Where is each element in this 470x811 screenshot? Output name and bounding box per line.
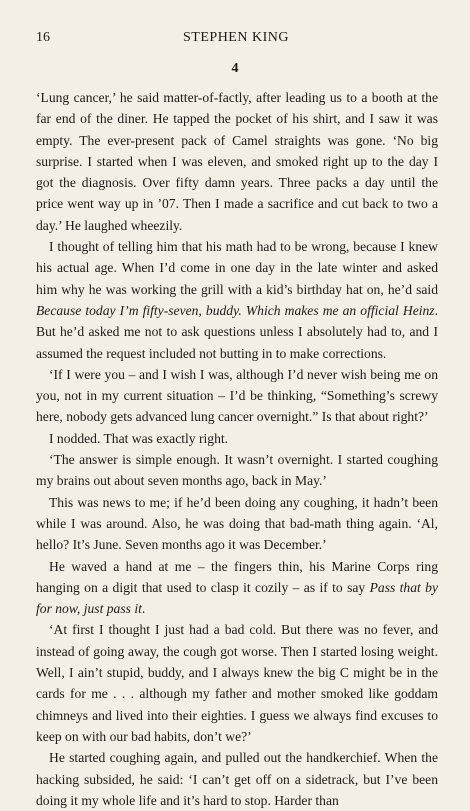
text-segment: ‘At first I thought I just had a bad cold. But there was no fever, and instead of going away, the cough got worse. Then I started losing weight. Well, I ain’t stupid, buddy, and I always knew the big C might be in the cards for me . . . although my father and mother smoked like goddam chimneys and lived into their eighties. I guess we always find excuses to keep on with our bad habits, don’t we?’ xyxy=(36,622,438,744)
running-head-author: STEPHEN KING xyxy=(183,30,289,45)
text-segment: He waved a hand at me – the fingers thin, his Marine Corps ring hanging on a digit that used to clasp it cozily – as if to say xyxy=(36,558,438,595)
text-segment: . But he’d asked me not to ask questions unless I absolutely had to, and I assumed the request included not butting in to make corrections. xyxy=(36,302,438,361)
paragraph xyxy=(36,449,438,492)
text-segment: ‘If I were you – and I wish I was, although I’d never wish being me on you, not in my current situation – I’d be thinking, “Something’s screwy here, nobody gets advanced lung cancer overnight.” Is that about right?’ xyxy=(36,366,438,425)
chapter-number: 4 xyxy=(231,61,239,76)
paragraph xyxy=(36,619,438,747)
text-segment: ‘The answer is simple enough. It wasn’t overnight. I started coughing my brains out about seven months ago, back in May.’ xyxy=(36,452,438,489)
text-segment: I nodded. That was exactly right. xyxy=(49,430,229,446)
paragraph xyxy=(36,492,438,556)
paragraph xyxy=(36,556,438,620)
italic-text: Pass that by for now, just pass it xyxy=(36,579,438,617)
paragraph xyxy=(36,428,438,449)
text-segment: ‘Lung cancer,’ he said matter-of-factly, after leading us to a booth at the far end of the diner. He tapped the pocket of his shirt, and I saw it was empty. The ever-present pack of Camel straights was gone. ‘No big surprise. I started when I was eleven, and smoked right up to the day I got the diagnosis. Over fifty damn years. Three packs a day until the price went way up in ’07. Then I made a sacrifice and cut back to two a day.’ He laughed wheezily. xyxy=(36,90,438,233)
paragraph xyxy=(36,87,438,236)
paragraph xyxy=(36,364,438,428)
paragraph xyxy=(36,747,438,811)
text-segment: He started coughing again, and pulled out the handkerchief. When the hacking subsided, he said: ‘I can’t get off on a sidetrack, but I’ve been doing it my whole life and it’s hard to stop. Harder than xyxy=(36,750,438,808)
text-segment: . xyxy=(141,601,146,617)
body-text xyxy=(36,87,438,811)
italic-text: Because today I’m fifty-seven, buddy. Which makes me an official Heinz xyxy=(36,302,435,318)
text-segment: I thought of telling him that his math had to be wrong, because I knew his actual age. When I’d come in one day in the late winter and asked him why he was working the grill with a kid’s birthday hat on, he’d said xyxy=(36,239,438,297)
text-segment: This was news to me; if he’d been doing any coughing, it hadn’t been while I was around. Also, he was doing that bad-math thing again. ‘Al, hello? It’s June. Seven months ago it was December.’ xyxy=(36,494,438,553)
page-number: 16 xyxy=(36,30,50,45)
running-header xyxy=(36,30,436,48)
paragraph xyxy=(36,236,438,364)
